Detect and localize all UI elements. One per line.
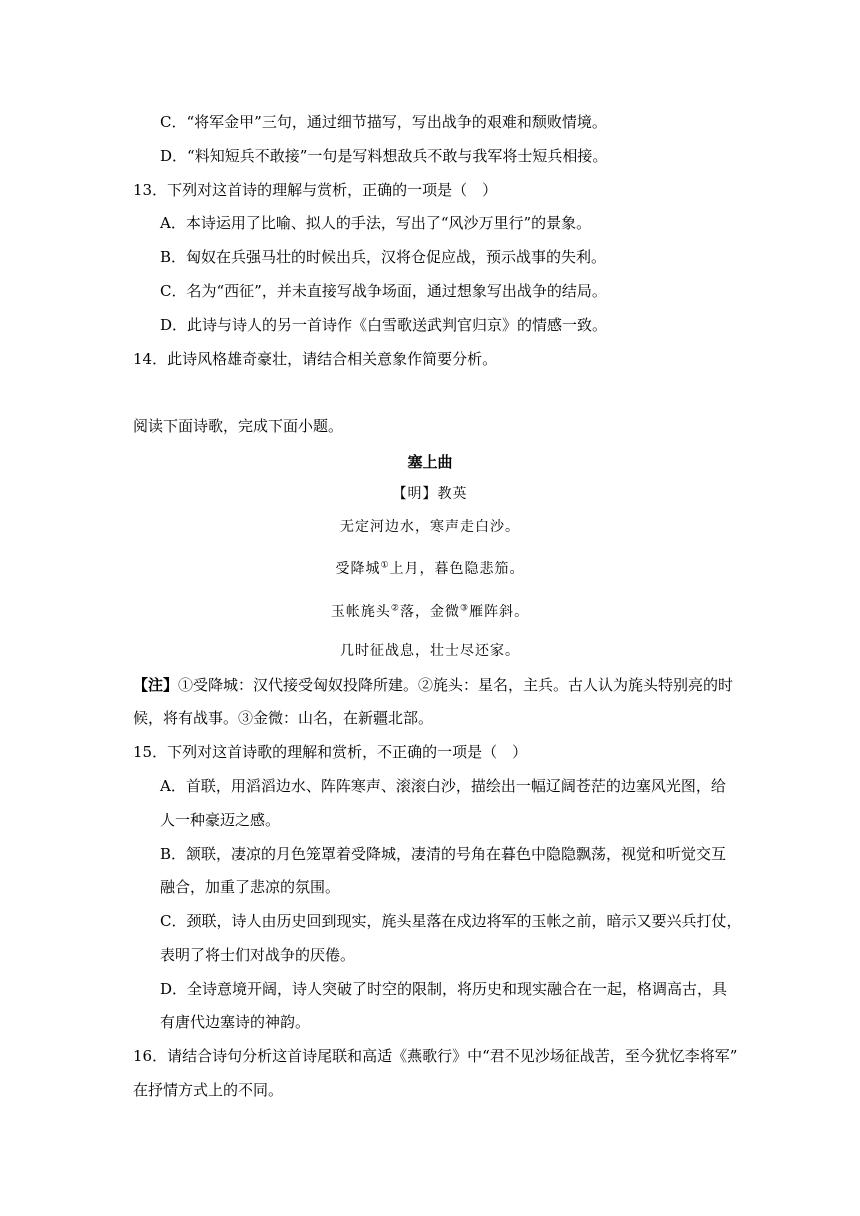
question-14-stem: 14．此诗风格雄奇豪壮，请结合相关意象作简要分析。 bbox=[133, 350, 498, 368]
question-15-option-c-line-1: C．颈联，诗人由历史回到现实，旄头星落在戍边将军的玉帐之前，暗示又要兴兵打仗， bbox=[160, 912, 742, 930]
reading-instruction: 阅读下面诗歌，完成下面小题。 bbox=[133, 417, 344, 435]
poem-title: 塞上曲 bbox=[407, 453, 453, 471]
poem-line-2-part-b: 上月，暮色隐悲笳。 bbox=[389, 561, 525, 577]
poem-line-3 bbox=[0, 602, 860, 622]
question-13-option-c: C．名为“西征”，并未直接写战争场面，通过想象写出战争的结局。 bbox=[160, 282, 607, 300]
footnote-marker-2: ② bbox=[390, 603, 400, 614]
question-15-option-b-line-1: B．颔联，凄凉的月色笼罩着受降城，凄清的号角在暮色中隐隐飘荡，视觉和听觉交互 bbox=[160, 845, 727, 863]
poem-author: 【明】教英 bbox=[392, 486, 468, 502]
question-16-line-1: 16．请结合诗句分析这首诗尾联和高适《燕歌行》中“君不见沙场征战苦，至今犹忆李将军” bbox=[133, 1047, 738, 1065]
poem-line-3-part-b: 落，金微 bbox=[400, 604, 460, 620]
note-text-1: ①受降城：汉代接受匈奴投降所建。②旄头：星名，主兵。古人认为旄头特别亮的时 bbox=[178, 676, 734, 694]
question-15-option-d-line-1: D．全诗意境开阔，诗人突破了时空的限制，将历史和现实融合在一起，格调高古，具 bbox=[160, 980, 728, 998]
question-16-line-2: 在抒情方式上的不同。 bbox=[133, 1081, 284, 1099]
poem-line-3-part-a: 玉帐旄头 bbox=[330, 604, 391, 620]
footnote-marker-1: ① bbox=[380, 560, 390, 571]
question-13-option-b: B．匈奴在兵强马壮的时候出兵，汉将仓促应战，预示战事的失利。 bbox=[160, 248, 607, 266]
question-15-option-a-line-2: 人一种豪迈之感。 bbox=[160, 811, 281, 829]
note-line-2: 候，将有战事。③金微：山名，在新疆北部。 bbox=[133, 709, 434, 727]
question-15-option-d-line-2: 有唐代边塞诗的神韵。 bbox=[160, 1013, 311, 1031]
prev-option-d: D．“料知短兵不敢接”一句是写料想敌兵不敢与我军将士短兵相接。 bbox=[160, 147, 608, 165]
question-15-stem: 15．下列对这首诗歌的理解和赏析，不正确的一项是（ ） bbox=[133, 743, 528, 761]
question-13-option-a: A．本诗运用了比喻、拟人的手法，写出了“风沙万里行”的景象。 bbox=[160, 214, 592, 232]
question-15-option-c-line-2: 表明了将士们对战争的厌倦。 bbox=[160, 946, 356, 964]
question-13-option-d: D．此诗与诗人的另一首诗作《白雪歌送武判官归京》的情感一致。 bbox=[160, 316, 608, 334]
note-line-1 bbox=[133, 675, 733, 695]
poem-line-4: 几时征战息，壮士尽还家。 bbox=[340, 643, 520, 659]
prev-option-c: C．“将军金甲”三句，通过细节描写，写出战争的艰难和颓败情境。 bbox=[160, 113, 607, 131]
poem-line-3-part-c: 雁阵斜。 bbox=[469, 604, 530, 620]
question-13-stem: 13．下列对这首诗的理解与赏析，正确的一项是（ ） bbox=[133, 181, 498, 199]
poem-line-1: 无定河边水，寒声走白沙。 bbox=[340, 519, 520, 535]
question-15-option-a-line-1: A．首联，用滔滔边水、阵阵寒声、滚滚白沙，描绘出一幅辽阔苍茫的边塞风光图，给 bbox=[160, 777, 726, 795]
footnote-marker-3: ③ bbox=[460, 603, 470, 614]
poem-line-2 bbox=[0, 559, 860, 579]
question-15-option-b-line-2: 融合，加重了悲凉的氛围。 bbox=[160, 878, 341, 896]
poem-line-2-part-a: 受降城 bbox=[335, 561, 381, 577]
note-label: 【注】 bbox=[133, 676, 179, 694]
